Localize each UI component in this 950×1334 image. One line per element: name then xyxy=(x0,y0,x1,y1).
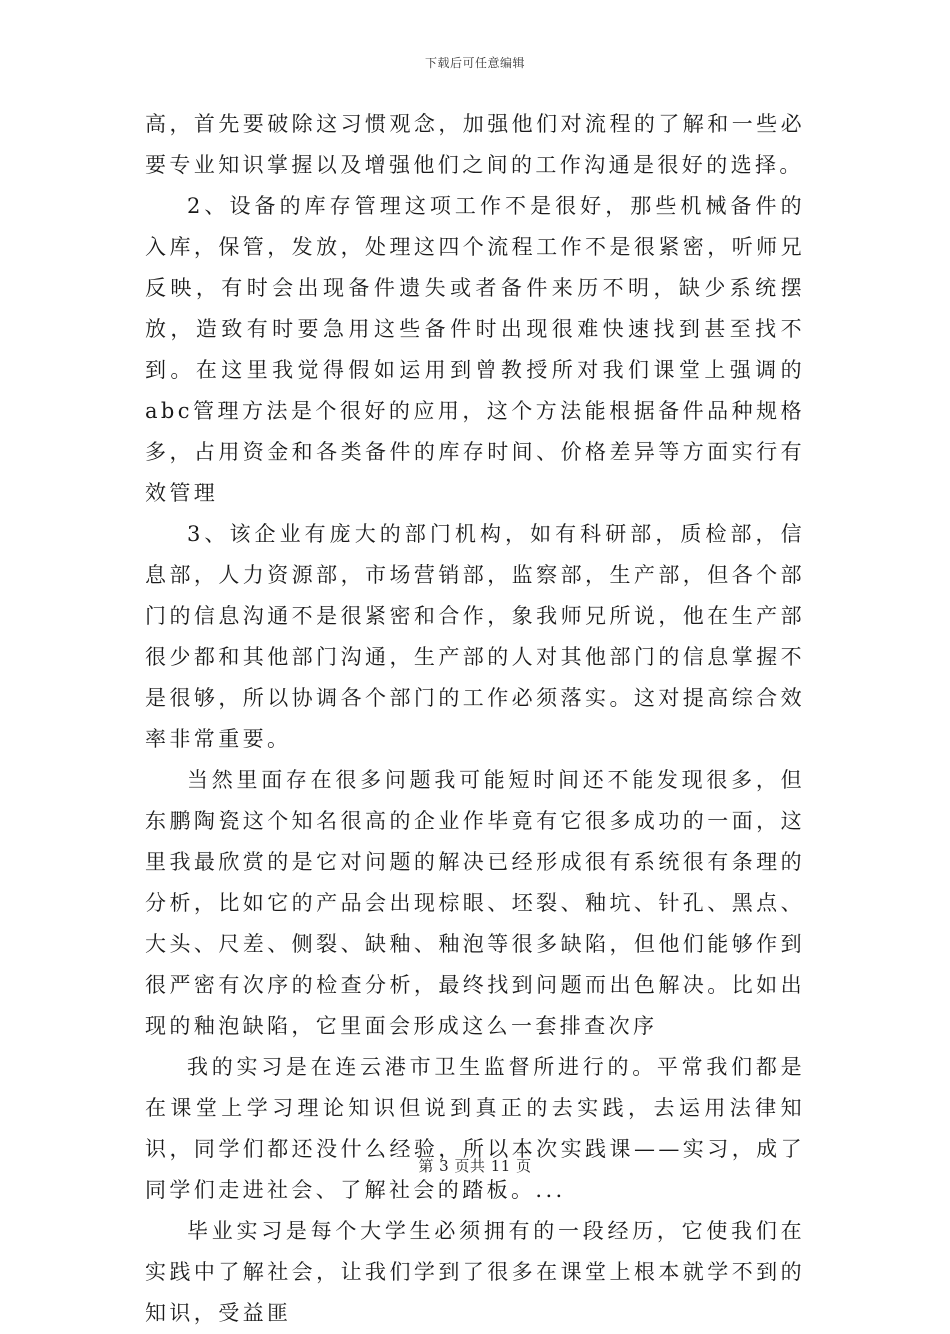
page-header: 下载后可任意编辑 xyxy=(424,56,525,70)
paragraph-equipment-inventory: 2、设备的库存管理这项工作不是很好，那些机械备件的入库，保管，发放，处理这四个流程工作不是很紧密，听师兄反映，有时会出现备件遗失或者备件来历不明，缺少系统摆放，造致有时要急用这些备件时出现很难快速找到甚至找不到。在这里我觉得假如运用到曾教授所对我们课堂上强调的abc管理方法是个很好的应用，这个方法能根据备件品种规格多，占用资金和各类备件的库存时间、价格差异等方面实行有效管理 xyxy=(145,194,805,505)
paragraph-internship-location: 我的实习是在连云港市卫生监督所进行的。平常我们都是在课堂上学习理论知识但说到真正的去实践，去运用法律知识，同学们都还没什么经验，所以本次实践课——实习，成了同学们走进社会、了解社会的踏板。... xyxy=(145,1055,805,1202)
paragraph-department-structure: 3、该企业有庞大的部门机构，如有科研部，质检部，信息部，人力资源部，市场营销部，监察部，生产部，但各个部门的信息沟通不是很紧密和合作，象我师兄所说，他在生产部很少都和其他部门沟通，生产部的人对其他部门的信息掌握不是很够，所以协调各个部门的工作必须落实。这对提高综合效率非常重要。 xyxy=(145,522,805,751)
paragraph-continuation: 高，首先要破除这习惯观念，加强他们对流程的了解和一些必要专业知识掌握以及增强他们之间的工作沟通是很好的选择。 xyxy=(145,112,805,177)
paragraph-problem-analysis: 当然里面存在很多问题我可能短时间还不能发现很多，但东鹏陶瓷这个知名很高的企业作毕竟有它很多成功的一面，这里我最欣赏的是它对问题的解决已经形成很有系统很有条理的分析，比如它的产品会出现棕眼、坯裂、釉坑、针孔、黑点、大头、尺差、侧裂、缺釉、釉泡等很多缺陷，但他们能够作到很严密有次序的检查分析，最终找到问题而出色解决。比如出现的釉泡缺陷，它里面会形成这么一套排查次序 xyxy=(145,768,805,1038)
document-body xyxy=(145,104,805,1334)
page-number-footer: 第 3 页共 11 页 xyxy=(418,1157,532,1175)
paragraph-internship-experience: 毕业实习是每个大学生必须拥有的一段经历，它使我们在实践中了解社会，让我们学到了很多在课堂上根本就学不到的知识，受益匪 xyxy=(145,1219,805,1325)
